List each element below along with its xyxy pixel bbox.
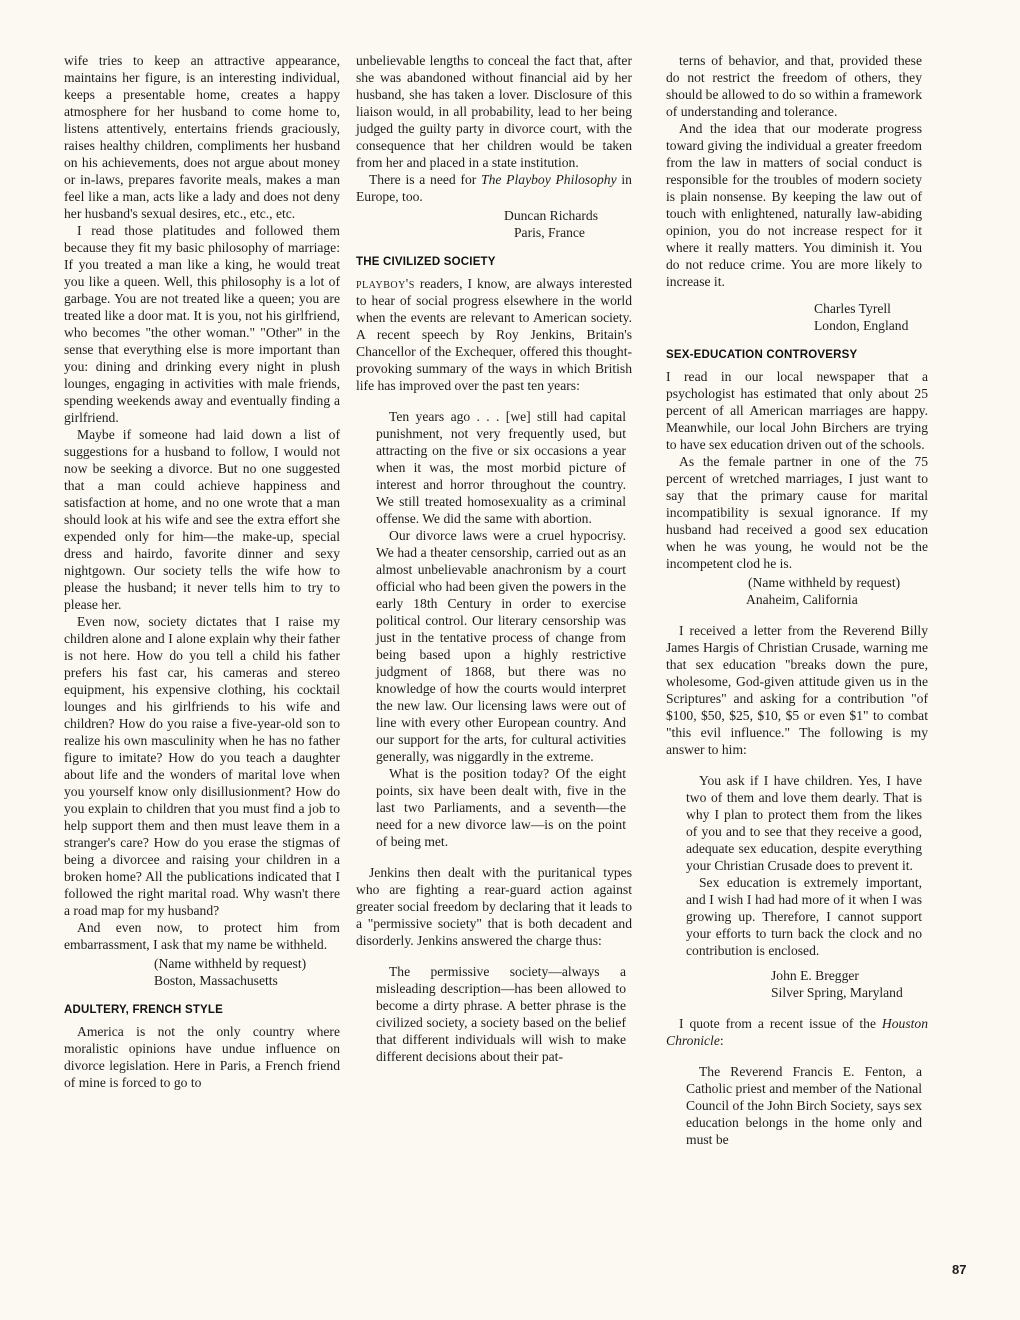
signature-place: Anaheim, California [746,592,858,607]
signature-name: Charles Tyrell [814,301,891,316]
letter-paragraph: I received a letter from the Reverend Billy James Hargis of Christian Crusade, warning me that sex education "breaks down the pure, wholesome, God-given attitude given us in the Scriptures" and asking for a contribution "of $100, $50, $25, $10, $5 or even $1" to combat "this evil influence." The following is my answer to him: [666,623,928,757]
column-2 [356,52,632,1065]
letter-signature [356,207,632,241]
letter-paragraph: wife tries to keep an attractive appearance, maintains her figure, is an interesting individual, keeps a presentable home, creates a happy atmosphere for her husband to come home to, listens attentively, entertains friends graciously, raises healthy children, compliments her husband on his achievements, does not argue about money or in-laws, prepares favorite meals, makes a man feel like a man, acts like a lady and does not deny her husband's sexual desires, etc., etc., etc. [64,53,340,221]
letter-paragraph: Jenkins then dealt with the puritanical types who are fighting a rear-guard action against greater social freedom by declaring that it leads to a "permissive society" that is both decadent and disorderly. Jenkins answered the charge thus: [356,865,632,948]
magazine-name: playboy's [356,276,415,291]
signature-name: (Name withheld by request) [748,575,901,590]
text-run: readers, I know, are always interested to hear of social progress elsewhere in the world when the events are relevant to American society. A recent speech by Roy Jenkins, Britain's Chancellor of the Exchequer, offered this thought-provoking summary of the ways in which British life has improved over the past ten years: [356,276,632,393]
letter-paragraph: Even now, society dictates that I raise my children alone and I alone explain why their father is not here. How do you tell a child his father prefers his fast car, his cameras and stereo equipment, his expensive clothing, his cocktail lounges and his girlfriends to his wife and children? How do you raise a five-year-old son to realize his own masculinity when he has no father figure to imitate? How do you teach a daughter about life and the wonders of marital love when you yourself know only disillusionment? How do you explain to children that you must find a job to help support them and then must leave them in a stranger's care? How do you erase the stigmas of being a divorcee and raising your children in a broken home? All the publications indicated that I followed the right marital road. Why wasn't there a road map for my husband? [64,614,340,918]
quoted-paragraph: Ten years ago . . . [we] still had capital punishment, not very frequently used, but attracting on the five or six occasions a year when it was, the most morbid picture of interest and horror throughout the country. We still treated homosexuality as a criminal offense. We did the same with abortion. [376,409,626,526]
page-number: 87 [952,1262,967,1277]
section-heading: ADULTERY, FRENCH STYLE [64,1004,224,1016]
quoted-paragraph: terns of behavior, and that, provided these do not restrict the freedom of others, they should be allowed to do so within a framework of understanding and tolerance. [666,53,922,119]
quoted-paragraph: The permissive society—always a misleading description—has been allowed to become a dirty phrase. A better phrase is the civilized society, a society based on the belief that different individuals will wish to make different decisions about their pat- [376,964,626,1064]
signature-name: John E. Bregger [771,968,859,983]
quoted-paragraph: And the idea that our moderate progress toward giving the individual a greater freedom from the law in matters of social conduct is responsible for the troubles of modern society is plain nonsense. By keeping the law out of touch with enlightened, naturally law-abiding opinion, you do not increase respect for it where it really matters. You diminish it. You do not reduce crime. You are more likely to increase it. [666,121,922,289]
signature-place: Silver Spring, Maryland [771,985,903,1000]
quoted-paragraph: You ask if I have children. Yes, I have two of them and love them dearly. That is why I plan to protect them from the likes of you and to see that they receive a good, adequate sex education, despite everything your Christian Crusade does to prevent it. [686,773,922,873]
text-run: I quote from a recent issue of the [679,1016,882,1031]
signature-name: (Name withheld by request) [154,956,307,971]
letter-paragraph: America is not the only country where moralistic opinions have undue influence on divorce legislation. Here in Paris, a French friend of mine is forced to go to [64,1024,340,1090]
letter-paragraph: unbelievable lengths to conceal the fact that, after she was abandoned without financial aid by her husband, she has taken a lover. Disclosure of this liaison would, in all probability, lead to her being judged the guilty party in divorce court, with the consequence that her children would be taken from her and placed in a state institution. [356,53,632,170]
column-3 [666,52,928,1148]
letter-paragraph: And even now, to protect him from embarrassment, I ask that my name be withheld. [64,920,340,952]
letter-paragraph [356,275,632,394]
publication-title: Houston Chronicle [666,1016,928,1048]
section-heading: SEX-EDUCATION CONTROVERSY [666,349,858,361]
letter-paragraph: As the female partner in one of the 75 percent of wretched marriages, I just want to say that the primary cause for marital incompatibility is sexual ignorance. If my husband had received a good sex education when he was young, he would not be the incompetent clod he is. [666,454,928,571]
signature-name: Duncan Richards [504,208,598,223]
letter-paragraph [666,1015,928,1049]
letter-paragraph: I read those platitudes and followed them because they fit my basic philosophy of marriage: If you treated a man like a king, he would treat you like a queen. Well, this philosophy is a lot of garbage. You are not treated like a queen; you are treated like a door mat. It is you, not his girlfriend, who becomes "the other woman." "Other" in the sense that everything else is more important than you: dining and drinking every night in plush lounges, engaging in activities with male friends, spending weekends away and eventually finding a girlfriend. [64,223,340,425]
signature-place: Paris, France [514,225,585,240]
letter-signature [64,955,340,989]
signature-place: Boston, Massachusetts [154,973,278,988]
signature-place: London, England [814,318,909,333]
column-1 [64,52,340,1091]
quoted-paragraph: Our divorce laws were a cruel hypocrisy. We had a theater censorship, carried out as an almost unbelievable anachronism by a court official who had been given the powers in the early 18th Century in order to exercise political control. Our literary censorship was just in the tentative process of change from being based upon a highly restrictive judgment of 1868, but there was no knowledge of how the courts would interpret the new law. Our licensing laws were out of line with every other European country. And our support for the arts, for cultural activities generally, was niggardly in the extreme. [376,528,626,764]
letter-paragraph: Maybe if someone had laid down a list of suggestions for a husband to follow, I would not now be seeking a divorce. But no one suggested that a man could achieve happiness and satisfaction at home, and no one wrote that a man should look at his wife and see the extra effort she expended only for him—the make-up, special dress and hairdo, favorite dinner and sexy nightgown. Our society tells the wife how to please the husband; it never tells him to try to please her. [64,427,340,612]
text-run: There is a need for [369,172,482,187]
letter-paragraph: I read in our local newspaper that a psychologist has estimated that only about 25 percent of all American marriages are happy. Meanwhile, our local John Birchers are trying to have sex education driven out of the schools. [666,369,928,452]
letter-signature [666,967,928,1001]
quoted-paragraph: Sex education is extremely important, and I wish I had had more of it when I was growing up. Therefore, I cannot support your efforts to turn back the clock and no contribution is enclosed. [686,875,922,958]
text-run: in Europe, too. [356,172,632,204]
publication-title: The Playboy Philosophy [481,172,617,187]
quoted-paragraph: What is the position today? Of the eight points, six have been dealt with, five in the last two Parliaments, and a seventh—the need for a new divorce law—is on the point of being met. [376,766,626,849]
letter-signature [666,300,928,334]
letter-signature [666,574,928,608]
section-heading: THE CIVILIZED SOCIETY [356,256,496,268]
letter-paragraph [356,171,632,205]
quoted-paragraph: The Reverend Francis E. Fenton, a Catholic priest and member of the National Council of the John Birch Society, says sex education belongs in the home only and must be [686,1064,922,1147]
text-run: : [719,1033,724,1048]
